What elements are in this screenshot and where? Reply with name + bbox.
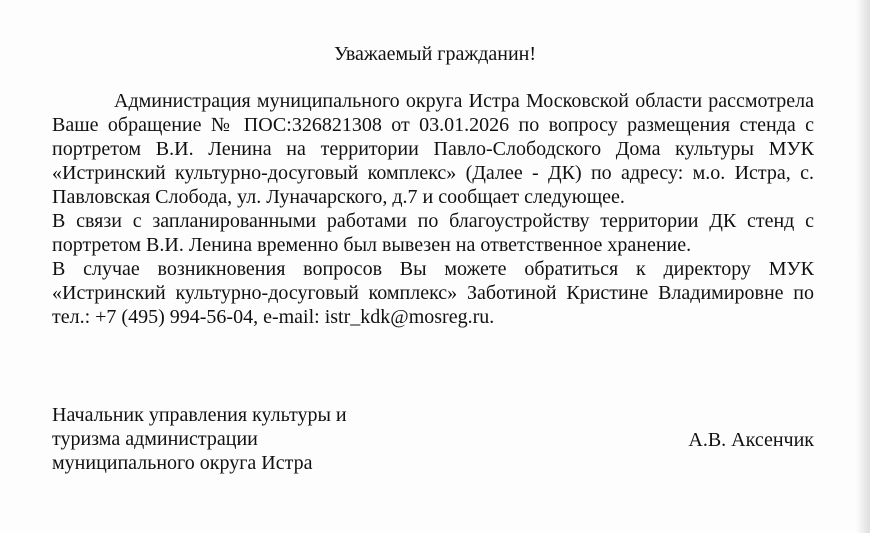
paragraph-stand-removal: В связи с запланированными работами по благоустройству территории ДК стенд с портретом В.И. Ленина временно был вывезен на ответственное хранение.	[52, 210, 814, 256]
letter-body	[52, 89, 814, 329]
signature-position-line: муниципального округа Истра	[52, 452, 313, 474]
page-edge-shadow	[856, 0, 870, 533]
signature-position	[52, 403, 347, 475]
paragraph-appeal-review: Администрация муниципального округа Истра Московской области рассмотрела Ваше обращение № ПОС:326821308 от 03.01.2026 по вопросу размещения стенда с портретом В.И. Ленина на территории Павло-Слободского Дома культуры МУК «Истринский культурно-досуговый комплекс» (Далее - ДК) по адресу: м.о. Истра, с. Павловская Слобода, ул. Луначарского, д.7 и сообщает следующее.	[52, 90, 814, 208]
paragraph-contact-info: В случае возникновения вопросов Вы можете обратиться к директору МУК «Истринский культурно-досуговый комплекс» Заботиной Кристине Владимировне по тел.: +7 (495) 994-56-04, e-mail: istr_kdk@mosreg.ru.	[52, 258, 814, 328]
signature-position-line: Начальник управления культуры и	[52, 404, 347, 426]
signature-name: А.В. Аксенчик	[688, 429, 814, 451]
signature-position-line: туризма администрации	[52, 428, 258, 450]
salutation: Уважаемый гражданин!	[333, 43, 537, 65]
